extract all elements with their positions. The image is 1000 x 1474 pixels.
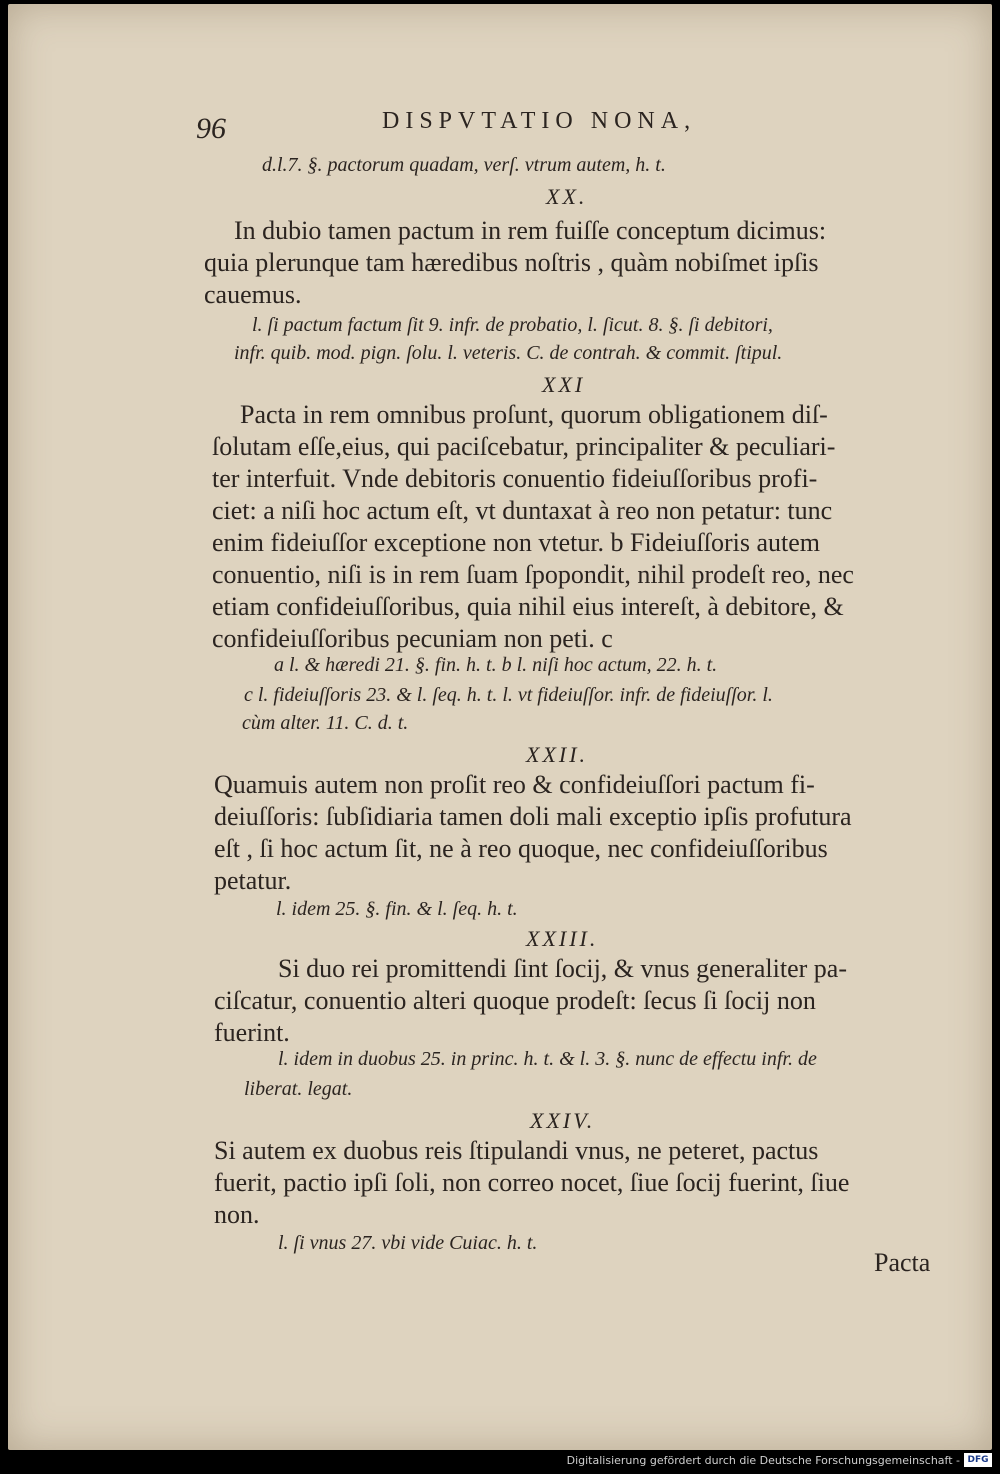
body-line: petatur. — [214, 866, 292, 895]
body-line: Pacta in rem omnibus proſunt, quorum obligationem diſ- — [240, 400, 828, 429]
reference-line: l. ſi pactum factum ſit 9. infr. de probatio, l. ſicut. 8. §. ſi debitori, — [252, 314, 773, 336]
body-line: ſolutam eſſe,eius, qui paciſcebatur, principaliter & peculiari- — [212, 432, 836, 461]
reference-line: l. idem 25. §. fin. & l. ſeq. h. t. — [276, 898, 518, 920]
body-line: ter interfuit. Vnde debitoris conuentio fideiuſſoribus profi- — [212, 464, 818, 493]
section-heading: XX. — [546, 184, 588, 209]
footer-bar — [0, 1452, 1000, 1470]
body-line: quia plerunque tam hæredibus noſtris , quàm nobiſmet ipſis — [204, 248, 819, 277]
body-line: In dubio tamen pactum in rem fuiſſe conceptum dicimus: — [234, 216, 827, 245]
reference-line: liberat. legat. — [244, 1078, 353, 1100]
body-line: non. — [214, 1200, 260, 1229]
footnote-line: a l. & hæredi 21. §. fin. h. t. b l. niſi hoc actum, 22. h. t. — [274, 654, 718, 676]
body-line: ciſcatur, conuentio alteri quoque prodeſt: ſecus ſi ſocij non — [214, 986, 816, 1015]
footnote-line: c l. fideiuſſoris 23. & l. ſeq. h. t. l. vt fideiuſſor. infr. de fideiuſſor. l. — [244, 684, 773, 706]
body-line: enim fideiuſſor exceptione non vtetur. b Fideiuſſoris autem — [212, 528, 820, 557]
body-line: confideiuſſoribus pecuniam non peti. c — [212, 624, 613, 653]
running-title: DISPVTATIO NONA, — [382, 108, 697, 134]
book-page — [8, 4, 992, 1450]
section-heading: XXIV. — [530, 1108, 596, 1133]
reference-line: d.l.7. §. pactorum quadam, verſ. vtrum autem, h. t. — [262, 154, 666, 176]
body-line: deiuſſoris: ſubſidiaria tamen doli mali exceptio ipſis profutura — [214, 802, 852, 831]
section-heading: XXII. — [526, 742, 589, 767]
body-line: fuerit, pactio ipſi ſoli, non correo nocet, ſiue ſocij fuerint, ſiue — [214, 1168, 850, 1197]
body-line: eſt , ſi hoc actum ſit, ne à reo quoque, nec confideiuſſoribus — [214, 834, 828, 863]
reference-line: infr. quib. mod. pign. ſolu. l. veteris. C. de contrah. & commit. ſtipul. — [234, 342, 783, 364]
body-line: cauemus. — [204, 280, 302, 309]
body-line: Si duo rei promittendi ſint ſocij, & vnus generaliter pa- — [278, 954, 847, 983]
dfg-logo: DFG — [964, 1453, 992, 1467]
body-line: ciet: a niſi hoc actum eſt, vt duntaxat à reo non petatur: tunc — [212, 496, 833, 525]
section-heading: XXI — [542, 372, 586, 397]
body-line: fuerint. — [214, 1018, 290, 1047]
footer-credit: Digitalisierung gefördert durch die Deutsche Forschungsgemeinschaft - — [566, 1454, 960, 1467]
body-line: Si autem ex duobus reis ſtipulandi vnus, ne peteret, pactus — [214, 1136, 819, 1165]
catchword: Pacta — [874, 1248, 931, 1277]
reference-line: l. idem in duobus 25. in princ. h. t. & l. 3. §. nunc de effectu infr. de — [278, 1048, 817, 1070]
body-line: conuentio, niſi is in rem ſuam ſpopondit, nihil prodeſt reo, nec — [212, 560, 854, 589]
body-line: Quamuis autem non proſit reo & confideiuſſori pactum fi- — [214, 770, 815, 799]
footnote-line: cùm alter. 11. C. d. t. — [242, 712, 409, 734]
section-heading: XXIII. — [526, 926, 599, 951]
page-number: 96 — [196, 112, 226, 145]
reference-line: l. ſi vnus 27. vbi vide Cuiac. h. t. — [278, 1232, 538, 1254]
body-line: etiam confideiuſſoribus, quia nihil eius intereſt, à debitore, & — [212, 592, 844, 621]
